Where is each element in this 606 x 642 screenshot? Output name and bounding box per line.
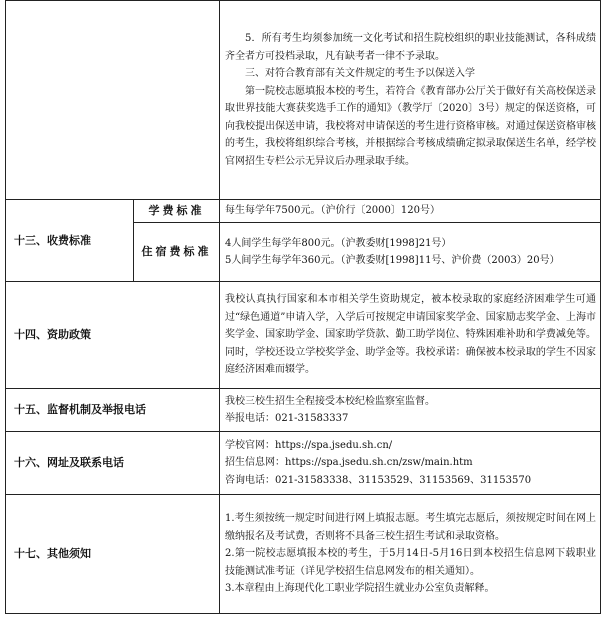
- admissions-table: [5, 0, 601, 614]
- section16-row: [6, 432, 601, 495]
- rule-5-text: 5．所有考生均须参加统一文化考试和招生院校组织的职业技能测试，各科成绩齐全者方可投档录取，凡有缺考者一律不予录取。: [225, 33, 596, 62]
- report-phone: 举报电话：021-31583337: [225, 413, 349, 424]
- section14-label: 十四、资助政策: [6, 282, 220, 389]
- section14-content: [220, 282, 601, 389]
- section12-content: [220, 1, 601, 200]
- section13-tuition-row: [6, 200, 601, 223]
- tuition-text: 每生每学年7500元。（沪价行〔2000〕120号）: [220, 200, 601, 223]
- guarantee-text: 第一院校志愿填报本校的考生，若符合《教育部办公厅关于做好有关高校保送录取世界技能大赛获奖选手工作的通知》（教学厅〔2020〕3号）规定的保送资格，可向我校提出保送申请，我校将对申请保送的考生进行资格审核。对通过保送资格审核的考生，我校将组织综合考核，并根据综合考核成绩确定拟录取保送生名单，经学校官网招生专栏公示无异议后办理录取手续。: [225, 85, 596, 167]
- guarantee-heading: 三、对符合教育部有关文件规定的考生予以保送入学: [245, 68, 475, 79]
- section13-label: 十三、收费标准: [6, 200, 134, 282]
- notice-3: 3.本章程由上海现代化工职业学院招生就业办公室负责解释。: [225, 583, 495, 595]
- consult-phone: 咨询电话：021-31583338、31153529、31153569、31153570: [225, 474, 532, 486]
- section16-label: 十六、网址及联系电话: [6, 432, 220, 495]
- section12-row: [6, 1, 601, 200]
- section17-label: 十七、其他须知: [6, 495, 220, 614]
- admissions-website: 招生信息网：https://spa.jsedu.sh.cn/zsw/main.htm: [225, 457, 473, 469]
- notice-1: 1.考生须按统一规定时间进行网上填报志愿。考生填完志愿后，须按规定时间在网上缴纳报名及考试费，否则将不具备三校生招生考试和录取资格。: [225, 513, 596, 542]
- section15-row: [6, 389, 601, 432]
- aid-policy-text: 我校认真执行国家和本市相关学生资助规定，被本校录取的家庭经济困难学生可通过“绿色通道”申请入学，入学后可按规定申请国家奖学金、国家励志奖学金、上海市奖学金、国家助学金、国家助学贷款、勤工助学岗位、特殊困难补助和学费减免等。同时，学校还设立学校奖学金、助学金等。我校承诺：确保被本校录取的学生不因家庭经济困难而辍学。: [225, 294, 596, 376]
- housing-content: [220, 223, 601, 282]
- section15-label: 十五、监督机制及举报电话: [6, 389, 220, 432]
- section12-empty-label-cell: [6, 1, 220, 200]
- tuition-label: 学费标准: [134, 200, 220, 223]
- section16-content: [220, 432, 601, 495]
- section17-content: [220, 495, 601, 614]
- notice-2: 2.第一院校志愿填报本校的考生，于5月14日-5月16日到本校招生信息网下载职业技能测试准考证（详见学校招生信息网发布的相关通知）。: [225, 548, 596, 577]
- section14-row: [6, 282, 601, 389]
- supervision-text: 我校三校生招生全程接受本校纪检监察室监督。: [225, 395, 435, 407]
- section17-row: [6, 495, 601, 614]
- section15-content: [220, 389, 601, 432]
- housing-label: 住宿费标准: [134, 223, 220, 282]
- housing-line-2: 5人间学生每学年360元。（沪教委财[1998]11号、沪价费（2003）20号）: [225, 255, 560, 266]
- school-website: 学校官网：https://spa.jsedu.sh.cn/: [225, 439, 393, 451]
- housing-line-1: 4人间学生每学年800元。（沪教委财[1998]21号）: [225, 237, 452, 249]
